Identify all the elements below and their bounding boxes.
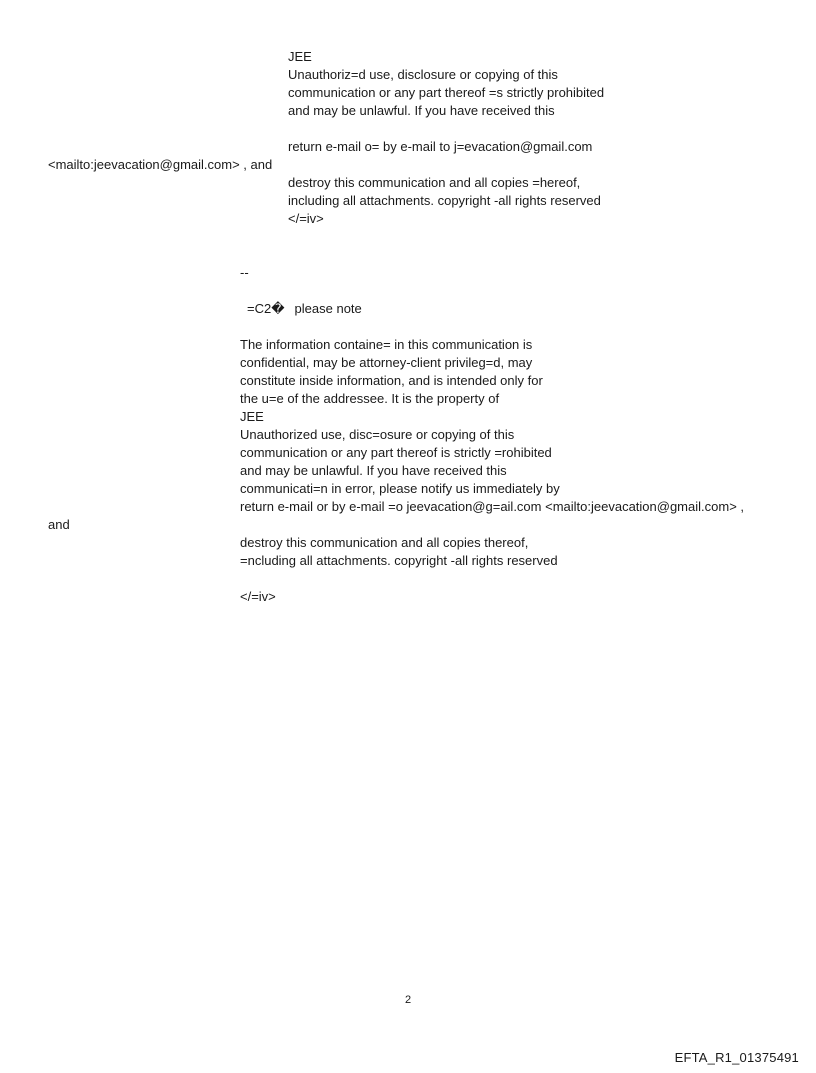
block2-line-10: return e-mail or by e-mail =o jeevacation@g=ail.com <mailto:jeevacation@gmail.com> , — [240, 499, 745, 514]
block1-line-4: and may be unlawful. If you have received this — [288, 103, 555, 118]
block2-line-3: constitute inside information, and is intended only for — [240, 373, 543, 388]
block2-line-5: JEE — [240, 409, 264, 424]
block2-line-13: =ncluding all attachments. copyright -all rights reserved — [240, 553, 558, 568]
block1-line-9: </=iv> — [288, 211, 324, 226]
block1-line-7: destroy this communication and all copies =hereof, — [288, 175, 581, 190]
note-text: please note — [294, 301, 362, 316]
bates-number: EFTA_R1_01375491 — [674, 1050, 799, 1065]
block2-line-6: Unauthorized use, disc=osure or copying of this — [240, 427, 515, 442]
block1-line-6: <mailto:jeevacation@gmail.com> , and — [48, 157, 273, 172]
block2-line-11: and — [48, 517, 70, 532]
block2-line-9: communicati=n in error, please notify us immediately by — [240, 481, 560, 496]
block2-line-2: confidential, may be attorney-client privileg=d, may — [240, 355, 533, 370]
block2-line-8: and may be unlawful. If you have received this — [240, 463, 507, 478]
block2-line-12: destroy this communication and all copies thereof, — [240, 535, 529, 550]
block1-line-8: including all attachments. copyright -all rights reserved — [288, 193, 601, 208]
block1-line-3: communication or any part thereof =s strictly prohibited — [288, 85, 605, 100]
note-code: =C2� — [247, 301, 285, 316]
block2-line-4: the u=e of the addressee. It is the property of — [240, 391, 500, 406]
block2-line-7: communication or any part thereof is strictly =rohibited — [240, 445, 552, 460]
block1-line-2: Unauthoriz=d use, disclosure or copying of this — [288, 67, 558, 82]
block1-line-1: JEE — [288, 49, 312, 64]
please-note-line — [247, 300, 362, 318]
separator: -- — [240, 265, 249, 280]
block1-line-5: return e-mail o= by e-mail to j=evacation@gmail.com — [288, 139, 593, 154]
block2-line-14: </=iv> — [240, 589, 276, 604]
page-number: 2 — [404, 994, 412, 1006]
block2-line-1: The information containe= in this communication is — [240, 337, 533, 352]
